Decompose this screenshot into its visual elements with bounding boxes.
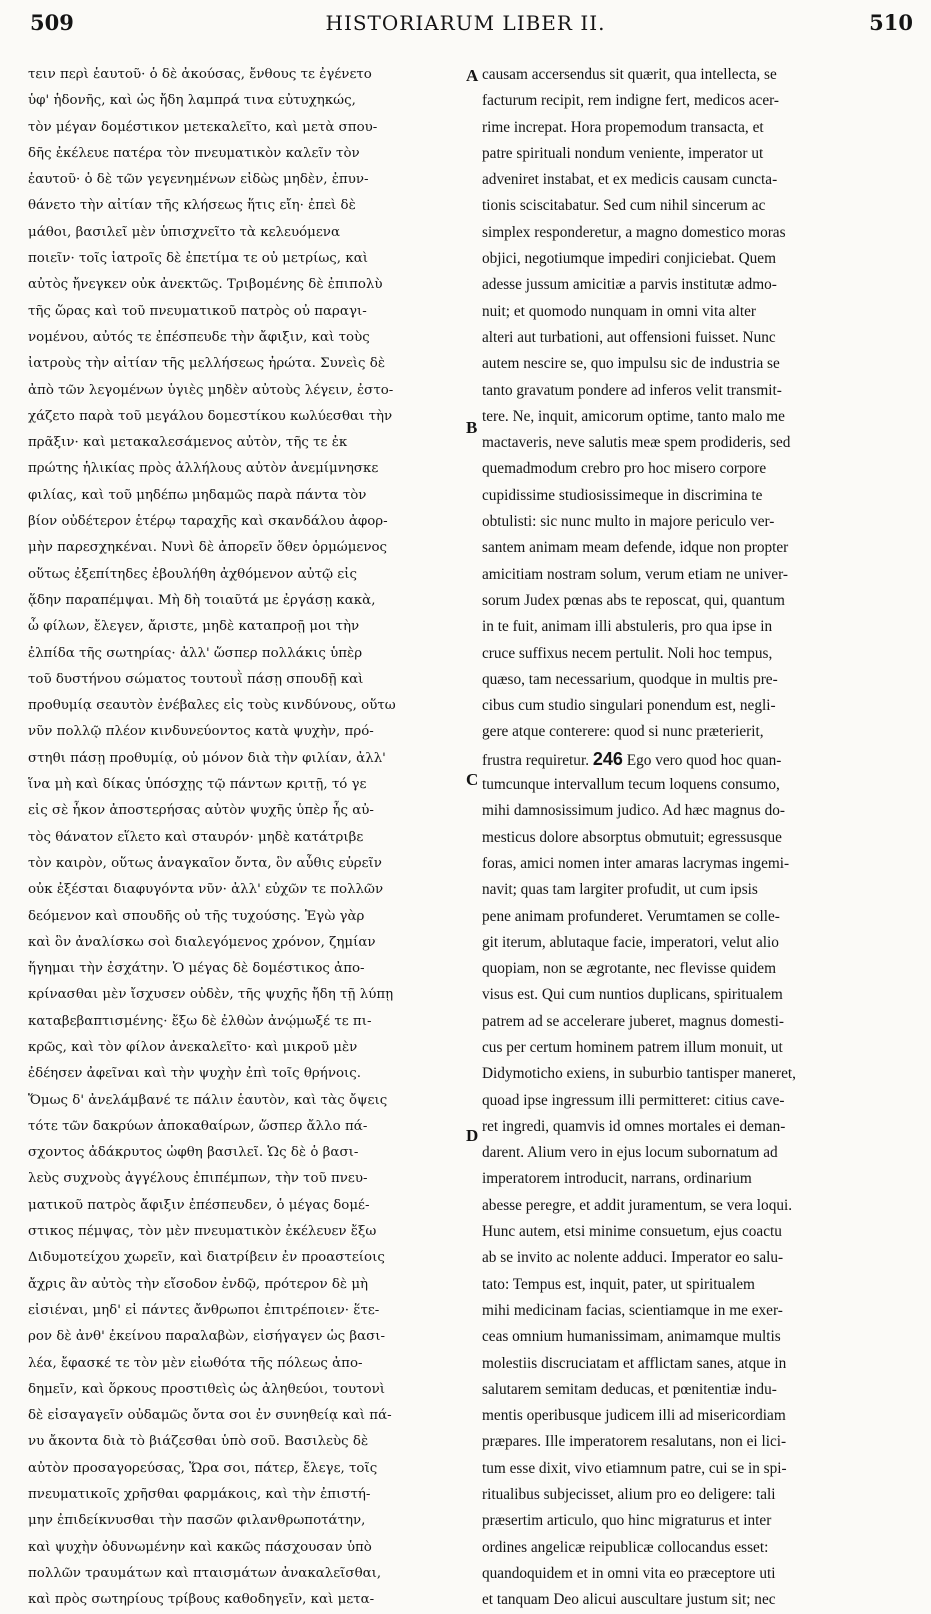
greek-text-line: νῦν πολλῷ πλέον κινδυνεύοντος κατὰ ψυχὴν, πρό- xyxy=(28,724,374,740)
latin-text-line: imperatorem introducit, narrans, ordinarium xyxy=(482,1170,752,1188)
greek-text-line: αὐτὸν προσαγορεύσας, Ὥρα σοι, πάτερ, ἔλεγε, τοῖς xyxy=(28,1460,378,1476)
greek-text-line: σχοντος ἀδάκρυτος ὠφθη βασιλεῖ. Ὡς δὲ ὁ βασι- xyxy=(28,1145,359,1161)
greek-text-line: χάζετο παρὰ τοῦ μεγάλου δομεστίκου κωλύεσθαι τὴν xyxy=(28,408,393,424)
greek-text-line: ὦ φίλων, ἔλεγεν, ἄριστε, μηδὲ καταπροῇ μοι τὴν xyxy=(28,619,360,635)
latin-text-line: facturum recipit, rem indigne fert, medicos acer- xyxy=(482,92,779,110)
greek-text-line: ποιεῖν· τοῖς ἰατροῖς δὲ ἐπετίμα τε οὐ μετρίως, καὶ xyxy=(28,251,368,267)
latin-text-line: foras, amici nomen inter amaras lacrymas ingemi- xyxy=(482,854,790,872)
latin-text-line: cus per certum hominem patrem illum monuit, ut xyxy=(482,1038,783,1056)
latin-text-line: quopiam, non se ægrotante, nec flevisse quidem xyxy=(482,960,776,978)
greek-text-line: τοῦ δυστήνου σώματος τουτουῒ πάσῃ σπουδῇ καὶ xyxy=(28,671,364,687)
greek-text-line: οὕτως ἐξεπίτηδες ἐβουλήθη ἀχθόμενον αὐτῷ εἰς xyxy=(28,566,357,582)
latin-text-line: Didymoticho exiens, in suburbio tantisper maneret, xyxy=(482,1065,796,1083)
greek-text-line: μὴν παρεσχηκέναι. Νυνὶ δὲ ἀπορεῖν ὅθεν ὁρμώμενος xyxy=(28,540,388,556)
latin-text-line: git iterum, ablutaque facie, imperatori, velut alio xyxy=(482,933,779,951)
greek-text-line: βίον οὐδέτερον ἑτέρῳ ταραχῆς καὶ σκανδάλου ἀφορ- xyxy=(28,514,388,530)
greek-text-line: κρίνασθαι μὲν ἴσχυσεν οὐδὲν, τῆς ψυχῆς ἤδη τῇ λύπῃ xyxy=(28,987,394,1003)
greek-text-line: αὐτὸς ἤνεγκεν οὐκ ἀνεκτῶς. Τριβομένης δὲ ἐπιπολὺ xyxy=(28,277,383,293)
latin-text-line: rime increpat. Hora propemodum transacta, et xyxy=(482,118,764,136)
section-marker-c: C xyxy=(466,770,479,789)
latin-text-line: simplex responderetur, a magno domestico moras xyxy=(482,223,786,241)
greek-text-line: νομένου, αὐτός τε ἐπέσπευδε τὴν ἄφιξιν, καὶ τοὺς xyxy=(28,329,370,345)
latin-text-line: darent. Alium vero in ejus locum subornatum ad xyxy=(482,1144,778,1162)
page-header xyxy=(0,8,931,52)
latin-text-line: Hunc autem, etsi minime consuetum, ejus coactu xyxy=(482,1223,782,1241)
greek-text-line: πρᾶξιν· καὶ μετακαλεσάμενος αὐτὸν, τῆς τε ἐκ xyxy=(28,435,348,451)
latin-text-line: præpares. Ille imperatorem resalutans, non ei lici- xyxy=(482,1433,787,1451)
latin-text-line: cupidissime studiosissimeque in discrimina te xyxy=(482,486,763,504)
greek-text-line: θάνετο τὴν αἰτίαν τῆς κλήσεως ἥτις εἴη· ἐπεὶ δὲ xyxy=(28,198,356,214)
right-page-number: 510 xyxy=(869,10,913,35)
latin-text-line: tionis sciscitabatur. Sed cum nihil sincerum ac xyxy=(482,197,766,215)
latin-text-line: navit; quas tam largiter profudit, ut cum ipsis xyxy=(482,881,758,899)
greek-text-line: ἐδέησεν ἀφεῖναι καὶ τὴν ψυχὴν ἐπὶ τοῖς θρήνοις. xyxy=(28,1066,362,1082)
greek-text-line: ἑαυτοῦ· ὁ δὲ τῶν γεγενημένων εἰδὼς μηδὲν, ἐπυν- xyxy=(28,172,369,188)
latin-text-line: mactaveris, neve salutis meæ spem prodideris, sed xyxy=(482,434,791,452)
greek-text-line: καὶ ψυχὴν ὀδυνωμένην καὶ κακῶς πάσχουσαν ὑπὸ xyxy=(28,1539,372,1555)
section-marker-b: B xyxy=(466,418,478,437)
greek-text-line: καταβεβαπτισμένης· ἔξω δὲ ἐλθὼν ἀνῴμωξέ τε πι- xyxy=(28,1013,372,1029)
latin-text-line: ceas omnium humanissimam, animamque multis xyxy=(482,1328,781,1346)
latin-text-line: præsertim articulo, quo hinc migraturus et inter xyxy=(482,1512,772,1530)
greek-text-line: ρον δὲ ἀνθ' ἐκείνου παραλαβὼν, εἰσήγαγεν ὡς βασι- xyxy=(28,1329,386,1345)
latin-text-line: autem nescire se, quo impulsu sic de industria se xyxy=(482,355,780,373)
latin-text-line: ret ingredi, quamvis id omnes mortales ei deman- xyxy=(482,1117,786,1135)
greek-text-line: στικος πέμψας, τὸν μὲν πνευματικὸν ἐκέλευεν ἔξω xyxy=(28,1224,377,1240)
greek-text-line: καὶ ὃν ἀναλίσκω σοὶ διαλεγόμενος χρόνον, ζημίαν xyxy=(28,934,376,950)
greek-text-line: ματικοῦ πατρὸς ἄφιξιν ἐπέσπευδεν, ὁ μέγας δομέ- xyxy=(28,1197,370,1213)
greek-text-line: τειν περὶ ἑαυτοῦ· ὁ δὲ ἀκούσας, ἔνθους τε ἐγένετο xyxy=(28,67,372,82)
latin-text-line: quæso, tam necessarium, quodque in multis pre- xyxy=(482,670,778,688)
greek-text-line: προθυμίᾳ σεαυτὸν ἐνέβαλες εἰς τοὺς κινδύνους, οὕτω xyxy=(28,698,396,714)
greek-text-line: τῆς ὥρας καὶ τοῦ πνευματικοῦ πατρὸς οὐ παραγι- xyxy=(28,303,367,319)
section-marker-d: D xyxy=(466,1126,479,1145)
latin-text-line: obtulisti: sic nunc multo in majore periculo ver- xyxy=(482,513,775,531)
greek-text-line: δημεῖν, καὶ ὅρκους προστιθεὶς ὡς ἀληθεύοι, τουτονὶ xyxy=(28,1381,386,1397)
latin-text-line: nuit; et quomodo nunquam in omni vita alter xyxy=(482,302,757,320)
left-page-number: 509 xyxy=(30,10,74,35)
greek-text-line: μάθοι, βασιλεῖ μὲν ὑπισχνεῖτο τὰ κελευόμενα xyxy=(28,224,340,240)
latin-text-line: sorum Judex pœnas abs te reposcat, qui, quantum xyxy=(482,591,785,609)
latin-text-line: tato: Tempus est, inquit, pater, ut spiritualem xyxy=(482,1275,755,1293)
latin-text-line: abesse peregre, et addit juramentum, se vera loqui. xyxy=(482,1196,793,1214)
greek-text-line: τὸς θάνατον εἵλετο καὶ σταυρόν· μηδὲ κατάτριβε xyxy=(28,829,364,845)
greek-text-line: ὑφ' ἡδονῆς, καὶ ὡς ἤδη λαμπρά τινα εὐτυχηκώς, xyxy=(28,93,356,109)
greek-text-line: εἰσιέναι, μηδ' εἰ πάντες ἄνθρωποι ἐπιτρέποιεν· ἕτε- xyxy=(28,1302,380,1318)
latin-text-line: tum esse dixit, vivo etiamnum patre, cui se in spi- xyxy=(482,1459,787,1477)
running-title: HISTORIARUM LIBER II. xyxy=(325,11,606,35)
latin-text-line: quemadmodum crebro pro hoc misero corpore xyxy=(482,460,767,478)
greek-text-line: ἰατροὺς τὴν αἰτίαν τῆς μελλήσεως ἠρώτα. Συνεὶς δὲ xyxy=(28,356,386,372)
latin-text-line: mentis operibusque judicem illi ad misericordiam xyxy=(482,1407,786,1425)
latin-text-line: causam accersendus sit quærit, qua intellecta, se xyxy=(482,66,777,83)
latin-text-line: patre spirituali nondum veniente, imperator ut xyxy=(482,144,764,162)
greek-text-line: δεόμενον καὶ σπουδῆς οὐ τῆς τυχούσης. Ἐγὼ γὰρ xyxy=(28,908,365,924)
inline-page-number: 246 xyxy=(592,748,623,769)
latin-text-line: visus est. Qui cum nuntios duplicans, spiritualem xyxy=(482,986,783,1004)
latin-text-line: tumcunque intervallum tecum loquens consumo, xyxy=(482,776,780,794)
latin-text-line: alteri aut turbationi, aut offensioni fuisset. Nunc xyxy=(482,328,776,346)
greek-column xyxy=(28,62,464,1614)
greek-text-line: ᾅδην παραπέμψαι. Μὴ δὴ τοιαῦτά με ἐργάσῃ κακὰ, xyxy=(28,592,376,608)
greek-text-line: κρῶς, καὶ τὸν φίλον ἀνεκαλεῖτο· καὶ μικροῦ μὲν xyxy=(28,1039,358,1055)
greek-text-line: τὸν καιρὸν, οὕτως ἀναγκαῖον ὄντα, ὃν αὖθις εὑρεῖν xyxy=(28,855,382,871)
greek-text-line: λέα, ἔφασκέ τε τὸν μὲν εἰωθότα τῆς πόλεως ἀπο- xyxy=(28,1355,363,1371)
latin-text-line: salutarem semitam deducas, et pœnitentiæ indu- xyxy=(482,1380,777,1398)
greek-text-line: πνευματικοῖς χρῆσθαι φαρμάκοις, καὶ τὴν ἐπιστή- xyxy=(28,1487,371,1503)
greek-text-line: φιλίας, καὶ τοῦ μηδέπω μηδαμῶς παρὰ πάντα τὸν xyxy=(28,487,367,503)
latin-text-line: quoad ipse ingressum illi permitteret: citius cave- xyxy=(482,1091,785,1109)
greek-text-line: ἄχρις ἂν αὐτὸς τὴν εἴσοδον ἐνδῷ, πρότερον δὲ μὴ xyxy=(28,1276,369,1292)
latin-text-line: ritualibus subjecisset, alium pro eo deligere: tali xyxy=(482,1486,776,1504)
latin-text-line: ordines angelicæ reipublicæ collocandus esset: xyxy=(482,1538,769,1556)
latin-text-line: quandoquidem et in omni vita eo præceptore uti xyxy=(482,1564,776,1582)
latin-text-line: molestiis discruciatam et afflictam sanes, atque in xyxy=(482,1354,787,1372)
latin-text-line: pene animam profunderet. Verumtamen se colle- xyxy=(482,907,780,925)
latin-text-line: in te fuit, animam illi abstuleris, pro qua ipse in xyxy=(482,618,773,636)
greek-text-line: τὸν μέγαν δομέστικον μετεκαλεῖτο, καὶ μετὰ σπου- xyxy=(28,119,378,135)
latin-text-line: santem animam meam defende, idque non propter xyxy=(482,539,789,557)
greek-text-line: ἵνα μὴ καὶ δίκας ὑπόσχῃς τῷ πάντων κριτῇ, τό γε xyxy=(28,777,367,793)
latin-text-line: tanto gravatum pondere ad inferos velit transmit- xyxy=(482,381,782,399)
latin-text-line: cibus cum studio singulari ponendum est, negli- xyxy=(482,697,776,715)
greek-text-line: πολλῶν τραυμάτων καὶ πταισμάτων ἀνακαλεῖσθαι, xyxy=(28,1565,382,1581)
latin-text-line: gere atque conterere: quod si nunc præterierit, xyxy=(482,723,764,741)
latin-text-line: objici, negotiumque impediri conjiciebat. Quem xyxy=(482,250,776,268)
greek-text-line: εἰς σὲ ἧκον ἀποστερήσας αὐτὸν ψυχῆς ὑπὲρ ἧς αὐ- xyxy=(28,803,374,819)
latin-text-line: et tanquam Deo alicui auscultare justum sit; nec xyxy=(482,1591,776,1609)
latin-text-line: mihi medicinam facias, scientiamque in me exer- xyxy=(482,1301,783,1319)
latin-text-line: ab se invito ac nolente adduci. Imperator eo salu- xyxy=(482,1249,784,1267)
greek-text-line: καὶ πρὸς σωτηρίους τρίβους καθοδηγεῖν, καὶ μετα- xyxy=(28,1592,375,1608)
latin-text-line: amicitiam nostram solum, verum etiam ne univer- xyxy=(482,565,788,583)
section-marker-a: A xyxy=(466,66,479,85)
latin-text-line: tere. Ne, inquit, amicorum optime, tanto malo me xyxy=(482,407,785,425)
greek-text-line: νυ ἄκοντα διὰ τὸ βιάζεσθαι ὑπὸ σοῦ. Βασιλεὺς δὲ xyxy=(28,1434,369,1450)
greek-text-line: Διδυμοτείχου χωρεῖν, καὶ διατρίβειν ἐν προαστείοις xyxy=(28,1250,385,1266)
greek-text-line: ἥγημαι τὴν ἐσχάτην. Ὁ μέγας δὲ δομέστικος ἀπο- xyxy=(28,961,365,977)
greek-text-line: Ὅμως δ' ἀνελάμβανέ τε πάλιν ἑαυτὸν, καὶ τὰς ὄψεις xyxy=(28,1092,388,1108)
greek-text-line: μην ἐπιδείκνυσθαι τὴν πασῶν φιλανθρωποτάτην, xyxy=(28,1513,366,1529)
latin-text-line: frustra requiretur. 246 Ego vero quod hoc quan- xyxy=(482,748,782,769)
greek-text-line: δὲ εἰσαγαγεῖν οὐδαμῶς ὄντα σοι ἐν συνηθείᾳ καὶ πά- xyxy=(28,1408,392,1424)
greek-text-line: οὐκ ἐξέσται διαφυγόντα νῦν· ἀλλ' εὐχῶν τε πολλῶν xyxy=(28,882,384,898)
latin-text-line: adveniret instabat, et ex medicis causam cuncta- xyxy=(482,171,778,189)
greek-text-line: δῆς ἐκέλευε πατέρα τὸν πνευματικὸν καλεῖν τὸν xyxy=(28,145,360,161)
latin-text-line: mesticus dolore absorptus obmutuit; egressusque xyxy=(482,828,782,846)
latin-text-line: mihi damnosissimum judico. Ad hæc magnus do- xyxy=(482,802,785,820)
greek-text-line: τότε τῶν δακρύων ἀποκαθαίρων, ὥσπερ ἄλλο πά- xyxy=(28,1118,368,1134)
greek-text-line: πρώτης ἡλικίας πρὸς ἀλλήλους αὐτὸν ἀνεμίμνησκε xyxy=(28,461,379,477)
greek-text-line: ἀπὸ τῶν λεγομένων ὑγιὲς μηδὲν αὐτοὺς λέγειν, ἐστο- xyxy=(28,382,394,398)
latin-column xyxy=(482,62,908,1614)
latin-text-line: patrem ad se accelerare juberet, magnus domesti- xyxy=(482,1012,784,1030)
greek-text-line: στηθι πάσῃ προθυμίᾳ, οὐ μόνον διὰ τὴν φιλίαν, ἀλλ' xyxy=(28,750,386,766)
greek-text-line: λεὺς συχνοὺς ἀγγέλους ἐπιπέμπων, τὴν τοῦ πνευ- xyxy=(28,1171,368,1187)
latin-text-line: adesse jussum amicitiæ a parvis institutæ admo- xyxy=(482,276,777,294)
greek-text-line: ἐλπίδα τῆς σωτηρίας· ἀλλ' ὥσπερ πολλάκις ὑπὲρ xyxy=(28,645,363,661)
latin-text-line: cruce suffixus necem pertulit. Noli hoc tempus, xyxy=(482,644,773,662)
